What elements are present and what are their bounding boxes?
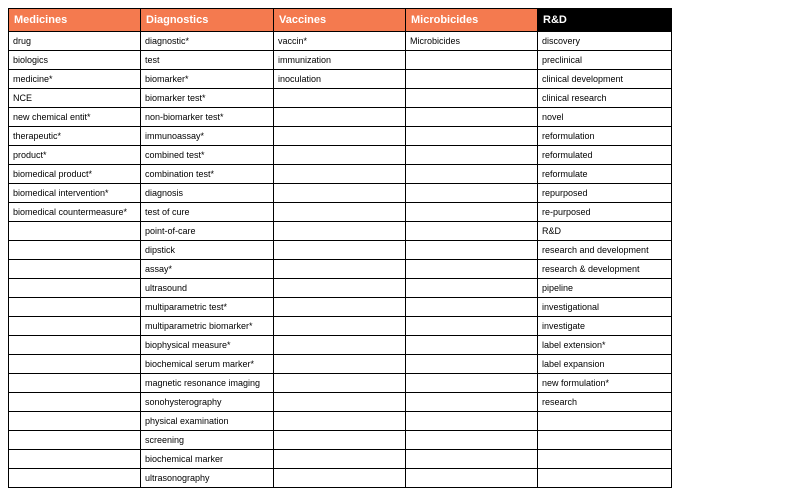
cell-microbicides: Microbicides (406, 32, 538, 51)
cell-microbicides (406, 317, 538, 336)
cell-vaccines (274, 469, 406, 488)
cell-vaccines (274, 393, 406, 412)
cell-diagnostics: point-of-care (141, 222, 274, 241)
cell-medicines: product* (9, 146, 141, 165)
cell-vaccines (274, 279, 406, 298)
table-row (9, 51, 672, 70)
cell-medicines (9, 336, 141, 355)
cell-vaccines (274, 241, 406, 260)
cell-vaccines (274, 146, 406, 165)
cell-diagnostics: sonohysterography (141, 393, 274, 412)
cell-microbicides (406, 279, 538, 298)
cell-medicines (9, 298, 141, 317)
cell-microbicides (406, 260, 538, 279)
search-terms-table-container (8, 8, 671, 488)
table-row (9, 374, 672, 393)
cell-diagnostics: diagnostic* (141, 32, 274, 51)
cell-diagnostics: dipstick (141, 241, 274, 260)
cell-diagnostics: biomarker* (141, 70, 274, 89)
cell-vaccines (274, 374, 406, 393)
cell-rnd: clinical development (538, 70, 672, 89)
cell-medicines: new chemical entit* (9, 108, 141, 127)
cell-diagnostics: ultrasound (141, 279, 274, 298)
cell-diagnostics: test (141, 51, 274, 70)
cell-rnd (538, 469, 672, 488)
cell-rnd: R&D (538, 222, 672, 241)
cell-vaccines (274, 260, 406, 279)
cell-microbicides (406, 374, 538, 393)
cell-rnd: pipeline (538, 279, 672, 298)
cell-microbicides (406, 241, 538, 260)
cell-medicines (9, 412, 141, 431)
header-vaccines: Vaccines (274, 9, 406, 32)
cell-rnd: label extension* (538, 336, 672, 355)
cell-medicines (9, 393, 141, 412)
cell-microbicides (406, 108, 538, 127)
table-row (9, 298, 672, 317)
cell-vaccines (274, 108, 406, 127)
cell-rnd: repurposed (538, 184, 672, 203)
cell-microbicides (406, 431, 538, 450)
cell-medicines (9, 241, 141, 260)
cell-rnd: discovery (538, 32, 672, 51)
header-rnd: R&D (538, 9, 672, 32)
cell-microbicides (406, 336, 538, 355)
cell-rnd: reformulate (538, 165, 672, 184)
cell-microbicides (406, 450, 538, 469)
cell-microbicides (406, 393, 538, 412)
cell-medicines (9, 469, 141, 488)
table-row (9, 431, 672, 450)
cell-microbicides (406, 146, 538, 165)
cell-medicines: therapeutic* (9, 127, 141, 146)
cell-rnd (538, 412, 672, 431)
cell-diagnostics: physical examination (141, 412, 274, 431)
cell-rnd: clinical research (538, 89, 672, 108)
cell-microbicides (406, 51, 538, 70)
cell-vaccines (274, 184, 406, 203)
table-row (9, 412, 672, 431)
cell-rnd: research & development (538, 260, 672, 279)
cell-vaccines: immunization (274, 51, 406, 70)
cell-microbicides (406, 89, 538, 108)
cell-diagnostics: biochemical marker (141, 450, 274, 469)
cell-diagnostics: ultrasonography (141, 469, 274, 488)
table-row (9, 222, 672, 241)
cell-medicines: drug (9, 32, 141, 51)
cell-medicines (9, 450, 141, 469)
cell-vaccines (274, 412, 406, 431)
cell-vaccines (274, 336, 406, 355)
cell-rnd: research and development (538, 241, 672, 260)
cell-rnd: preclinical (538, 51, 672, 70)
table-row (9, 108, 672, 127)
cell-diagnostics: non-biomarker test* (141, 108, 274, 127)
cell-diagnostics: combination test* (141, 165, 274, 184)
cell-medicines (9, 374, 141, 393)
cell-vaccines (274, 127, 406, 146)
cell-vaccines (274, 165, 406, 184)
cell-vaccines (274, 450, 406, 469)
table-body (9, 32, 672, 488)
search-terms-table (8, 8, 672, 488)
cell-vaccines (274, 317, 406, 336)
cell-rnd: reformulation (538, 127, 672, 146)
table-row (9, 32, 672, 51)
cell-rnd: new formulation* (538, 374, 672, 393)
table-row (9, 260, 672, 279)
header-diagnostics: Diagnostics (141, 9, 274, 32)
table-row (9, 279, 672, 298)
header-row (9, 9, 672, 32)
cell-rnd: label expansion (538, 355, 672, 374)
cell-diagnostics: biomarker test* (141, 89, 274, 108)
cell-rnd: re-purposed (538, 203, 672, 222)
cell-diagnostics: diagnosis (141, 184, 274, 203)
cell-rnd (538, 431, 672, 450)
cell-rnd: research (538, 393, 672, 412)
cell-diagnostics: multiparametric test* (141, 298, 274, 317)
table-row (9, 203, 672, 222)
cell-diagnostics: immunoassay* (141, 127, 274, 146)
cell-rnd (538, 450, 672, 469)
table-row (9, 89, 672, 108)
cell-microbicides (406, 203, 538, 222)
cell-diagnostics: multiparametric biomarker* (141, 317, 274, 336)
cell-microbicides (406, 70, 538, 89)
cell-diagnostics: biophysical measure* (141, 336, 274, 355)
table-row (9, 70, 672, 89)
cell-microbicides (406, 298, 538, 317)
cell-diagnostics: magnetic resonance imaging (141, 374, 274, 393)
cell-vaccines (274, 89, 406, 108)
cell-medicines (9, 222, 141, 241)
cell-vaccines (274, 222, 406, 241)
cell-medicines: biologics (9, 51, 141, 70)
table-row (9, 317, 672, 336)
table-row (9, 146, 672, 165)
cell-medicines: biomedical intervention* (9, 184, 141, 203)
cell-rnd: investigate (538, 317, 672, 336)
cell-microbicides (406, 469, 538, 488)
cell-medicines (9, 355, 141, 374)
table-row (9, 241, 672, 260)
cell-diagnostics: test of cure (141, 203, 274, 222)
cell-vaccines (274, 431, 406, 450)
cell-vaccines (274, 355, 406, 374)
cell-diagnostics: biochemical serum marker* (141, 355, 274, 374)
cell-vaccines: inoculation (274, 70, 406, 89)
cell-vaccines (274, 298, 406, 317)
cell-vaccines (274, 203, 406, 222)
table-row (9, 393, 672, 412)
table-row (9, 355, 672, 374)
cell-medicines: medicine* (9, 70, 141, 89)
table-row (9, 127, 672, 146)
cell-medicines (9, 279, 141, 298)
cell-medicines: biomedical product* (9, 165, 141, 184)
cell-medicines: NCE (9, 89, 141, 108)
cell-diagnostics: combined test* (141, 146, 274, 165)
cell-microbicides (406, 412, 538, 431)
table-row (9, 184, 672, 203)
cell-rnd: novel (538, 108, 672, 127)
cell-rnd: investigational (538, 298, 672, 317)
cell-diagnostics: screening (141, 431, 274, 450)
table-row (9, 336, 672, 355)
header-medicines: Medicines (9, 9, 141, 32)
cell-rnd: reformulated (538, 146, 672, 165)
cell-medicines: biomedical countermeasure* (9, 203, 141, 222)
table-row (9, 450, 672, 469)
cell-microbicides (406, 165, 538, 184)
cell-vaccines: vaccin* (274, 32, 406, 51)
cell-medicines (9, 317, 141, 336)
cell-medicines (9, 260, 141, 279)
cell-microbicides (406, 355, 538, 374)
cell-microbicides (406, 222, 538, 241)
cell-diagnostics: assay* (141, 260, 274, 279)
cell-microbicides (406, 184, 538, 203)
table-row (9, 469, 672, 488)
table-row (9, 165, 672, 184)
header-microbicides: Microbicides (406, 9, 538, 32)
cell-microbicides (406, 127, 538, 146)
cell-medicines (9, 431, 141, 450)
